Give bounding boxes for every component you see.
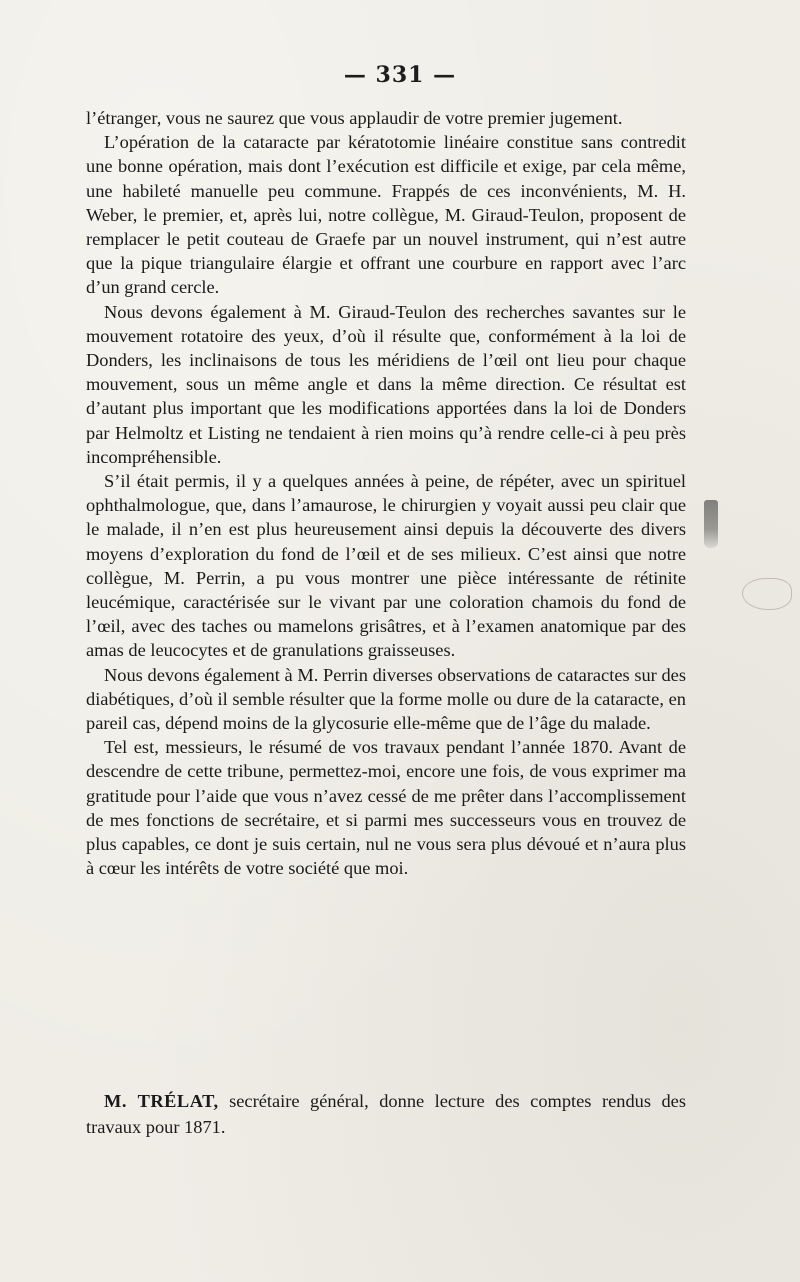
paragraph-closing: Tel est, messieurs, le résumé de vos travaux pendant l’année 1870. Avant de descendre de cette tribune, permettez-moi, encore une fois, de vous exprimer ma gratitude pour l’aide que vous n’avez cessé de me prêter dans l’accomplissement de mes fonctions de secrétaire, et si parmi mes successeurs vous en trouvez de plus capables, ce dont je suis certain, nul ne vous sera plus dévoué et n’aura plus à cœur les intérêts de votre société que moi. [86,737,686,879]
paragraph-amaurosis: S’il était permis, il y a quelques années à peine, de répéter, avec un spirituel ophthalmologue, que, dans l’amaurose, le chirurgien y voyait aussi peu clair que le malade, il n’en est plus heureusement ainsi depuis la découverte des divers moyens d’exploration du fond de l’œil et de ses milieux. C’est ainsi que notre collègue, M. Perrin, a pu vous montrer une pièce intéressante de rétinite leucémique, caractérisée sur le vivant par une coloration chamois du fond de l’œil, avec des taches ou mamelons grisâtres, et à l’examen anatomique par des amas de leucocytes et de granulations graisseuses. [86,471,686,661]
ink-mark [704,500,718,548]
announcement-text: secrétaire général, donne lecture des comptes rendus des travaux pour 1871. [86,1091,686,1138]
announcement-speaker: M. TRÉLAT, [104,1091,219,1112]
paragraph-diabetes: Nous devons également à M. Perrin diverses observations de cataractes sur des diabétiques, d’où il semble résulter que la forme molle ou dure de la cataracte, en pareil cas, dépend moins de la glycosurie elle-même que de l’âge du malade. [86,664,686,734]
paragraph-keratotomy: L’opération de la cataracte par kératotomie linéaire constitue sans contredit une bonne opération, mais dont l’exécution est difficile et exige, par cela même, une habileté manuelle peu commune. Frappés de ces inconvénients, M. H. Weber, le premier, et, après lui, notre collègue, M. Giraud-Teulon, proposent de remplacer le petit couteau de Graefe par un nouvel instrument, qui n’est autre que la pique triangulaire élargie et offrant une courbure en rapport avec l’arc d’un grand cercle. [86,132,686,298]
paragraph-continuation: l’étranger, vous ne saurez que vous applaudir de votre premier jugement. [86,108,623,128]
paper-smudge [742,578,792,610]
announcement [86,1088,686,1140]
body-text [86,106,686,881]
paragraph-rotation: Nous devons également à M. Giraud-Teulon des recherches savantes sur le mouvement rotatoire des yeux, d’où il résulte que, conformément à la loi de Donders, les inclinaisons de tous les méridiens de l’œil ont lieu pour chaque mouvement, sous un même angle et dans la même direction. Ce résultat est d’autant plus important que les modifications apportées dans la loi de Donders par Helmoltz et Listing ne tendaient à rien moins qu’à rendre celle-ci à peu près incompréhensible. [86,301,686,467]
page-number: — 331 — [343,62,457,88]
